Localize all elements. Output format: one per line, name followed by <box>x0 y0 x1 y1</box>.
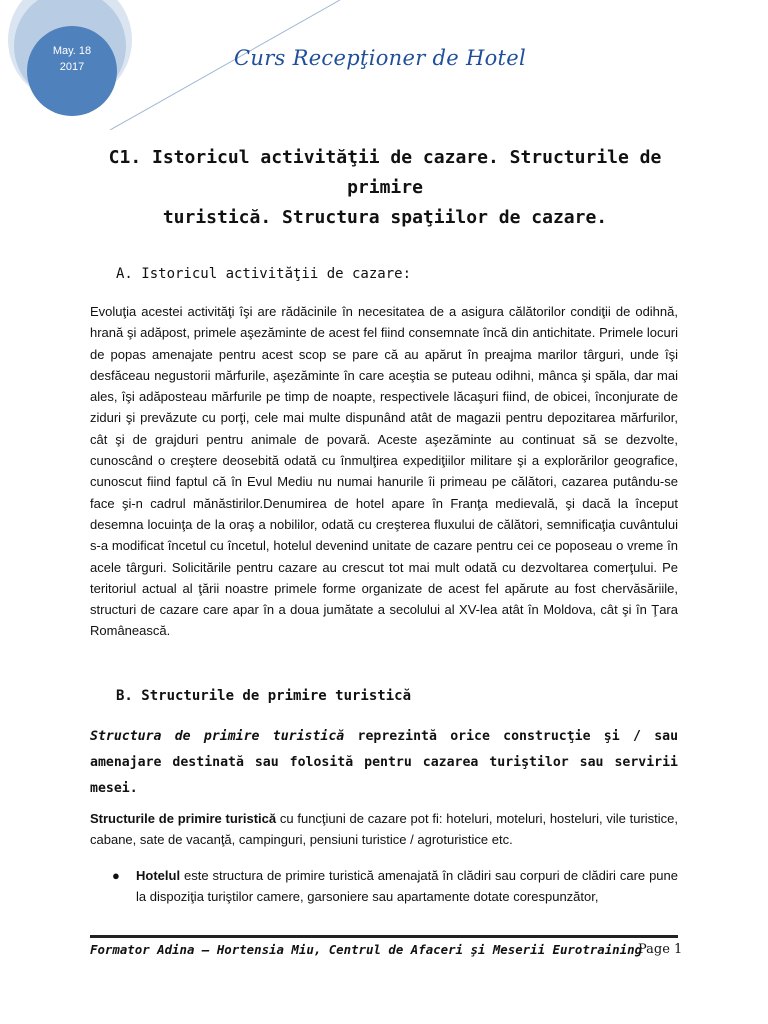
structures-paragraph <box>90 808 678 851</box>
definition-term: Structura de primire turistică <box>90 729 345 744</box>
header-title: Curs Recepţioner de Hotel <box>234 46 527 70</box>
date-month-day: May. 18 <box>52 45 92 57</box>
document-title-line-1: C1. Istoricul activităţii de cazare. Structurile de primire <box>108 147 662 198</box>
structures-text: cu funcţiuni de cazare pot fi: hoteluri, moteluri, hosteluri, vile turistice, cabane, sate de vacanţă, campinguri, pensiuni turistice / agroturistice etc. <box>90 811 679 848</box>
document-title-line-2: turistică. Structura spaţiilor de cazare. <box>162 207 608 228</box>
bullet-text: este structura de primire turistică amenajată în clădiri sau corpuri de clădiri care pune la dispoziţia turiştilor camere, garsoniere sau apartamente dotate corespunzător, <box>136 868 678 904</box>
definition-paragraph <box>90 724 678 802</box>
document-title <box>90 143 680 233</box>
structures-term: Structurile de primire turistică <box>90 811 277 826</box>
footer-divider <box>90 935 678 938</box>
footer-author: Formator Adina – Hortensia Miu, Centrul de Afaceri şi Meserii Eurotraining <box>90 942 643 957</box>
section-a-heading: A. Istoricul activităţii de cazare: <box>116 266 412 282</box>
bullet-icon: ● <box>112 868 120 883</box>
structures-list <box>90 865 678 907</box>
date-year: 2017 <box>59 61 85 73</box>
definition-text: reprezintă orice construcţie şi / sau amenajare destinată sau folosită pentru cazarea turiştilor sau servirii mesei. <box>90 729 679 796</box>
history-paragraph: Evoluţia acestei activităţi îşi are rădăcinile în necesitatea de a asigura călătorilor condiţii de odihnă, hrană şi adăpost, primele aşezăminte de acest fel fiind consemnate încă din antichitate. Primele locuri de popas amenajate pentru acest scop se pare că au apărut în preajma marilor târguri, unde îşi desfăceau negustorii mărfurile, aşezăminte în care aceştia se puteau odihni, mânca şi spăla, dar mai ales, îşi adăposteau mărfurile pe timp de noapte, respectivele lăcaşuri fiind, de obicei, înconjurate de ziduri şi prevăzute cu porţi, cele mai multe dispunând atât de magazii pentru depozitarea mărfurilor, cât şi de grajduri pentru animale de povară. Aceste aşezăminte au continuat să se dezvolte, cunoscând o creştere deosebită odată cu înmulţirea expediţiilor militare şi a explorărilor geografice, cunoscut fiind faptul că în Evul Mediu nu numai hanurile îi primeau pe călători, cazarea putându-se face şi-n cadrul mănăstirilor.Denumirea de hotel apare în Franţa medievală, şi dacă la început desemna locuinţa de la oraş a nobililor, odată cu creşterea fluxului de călători, semnificaţia cuvântului s-a modificat încetul cu încetul, hotelul devenind unitate de cazare pentru cei ce poposeau o vreme în acele târguri. Solicitările pentru cazare au crescut tot mai mult odată cu dezvoltarea comerţului. Pe teritoriul actual al ţării noastre primele forme organizate de acest fel apărute au fost chervăsăriile, structuri de cazare care apar în a doua jumătate a secolului al XV-lea atât în Moldova, cât şi în Ţara Românească. <box>90 304 678 639</box>
date-badge <box>28 43 116 113</box>
bullet-term: Hotelul <box>136 868 181 883</box>
list-item <box>90 865 678 907</box>
page-number: Page 1 <box>638 942 683 957</box>
section-b-heading: B. Structurile de primire turistică <box>116 688 412 704</box>
